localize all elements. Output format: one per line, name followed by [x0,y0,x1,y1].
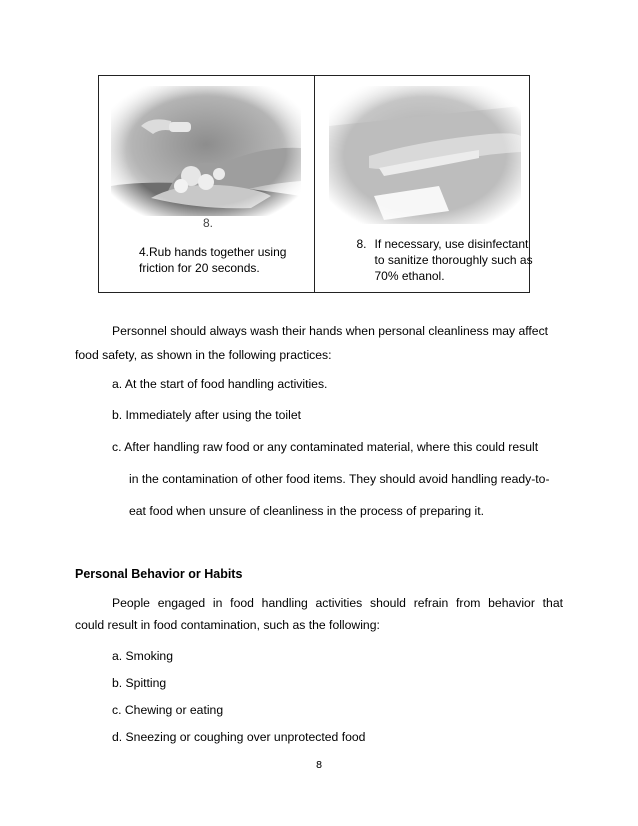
list-item: a. Smoking [112,649,173,663]
list-item-continued: in the contamination of other food items. They should avoid handling ready-to- [129,472,550,486]
list-item: c. After handling raw food or any contaminated material, where this could result [112,440,539,454]
figure-number: 8. [356,237,367,251]
figure-cell-sanitizing [315,76,533,292]
paragraph-line: food safety, as shown in the following practices: [75,348,332,362]
figure-caption-text: If necessary, use disinfectant to sanitize thoroughly such as 70% ethanol. [374,237,533,283]
list-item: b. Immediately after using the toilet [112,408,302,422]
paragraph-line: People engaged in food handling activities should refrain from behavior that [112,596,563,610]
figure-caption [357,236,537,284]
page-number: 8 [315,760,323,771]
paragraph-line: could result in food contamination, such as the following: [75,618,380,632]
list-item: b. Spitting [112,676,167,690]
section-heading: Personal Behavior or Habits [75,567,243,581]
handwashing-photo [111,86,301,216]
sanitizing-photo [329,86,521,224]
figure-caption: 4.Rub hands together using friction for 20 seconds. [139,245,287,275]
paragraph-line: Personnel should always wash their hands when personal cleanliness may affect [112,324,549,338]
list-item: d. Sneezing or coughing over unprotected food [112,730,366,744]
figure-table [98,75,533,293]
list-item: a. At the start of food handling activities. [112,377,328,391]
figure-cell-handwashing [99,76,315,292]
figure-number: 8. [203,216,214,230]
list-item-continued: eat food when unsure of cleanliness in the process of preparing it. [129,504,485,518]
list-item: c. Chewing or eating [112,703,224,717]
